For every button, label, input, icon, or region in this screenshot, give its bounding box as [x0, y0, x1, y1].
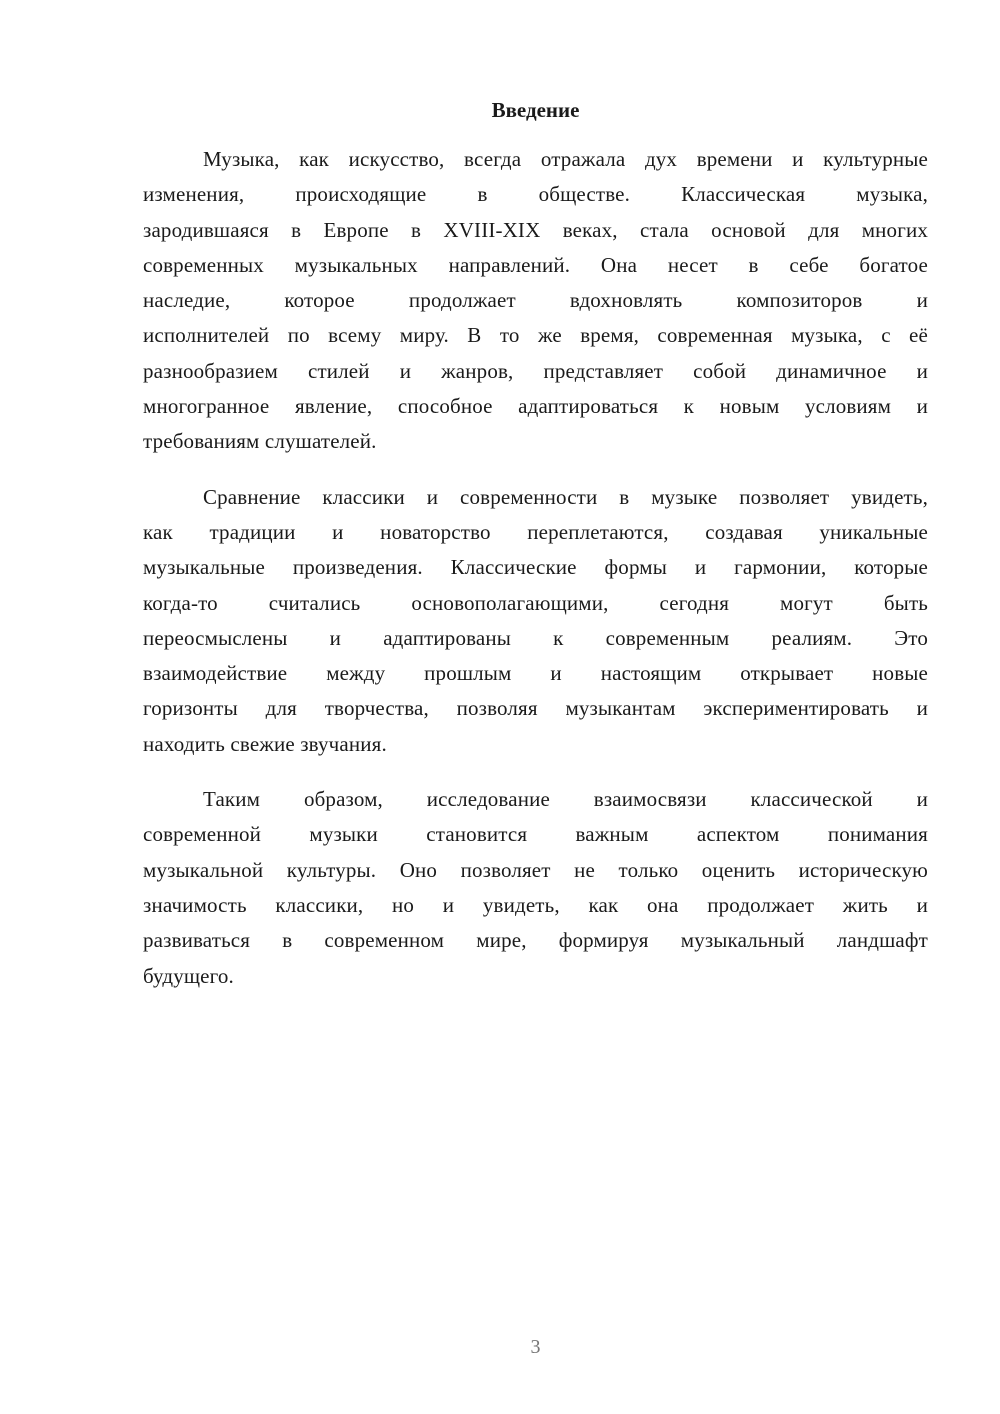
- text-line: будущего.: [143, 963, 234, 988]
- text-line: горизонты для творчества, позволяя музыкантам экспериментировать и: [143, 696, 928, 721]
- text-line: музыкальные произведения. Классические формы и гармонии, которые: [143, 555, 928, 580]
- text-line: Музыка, как искусство, всегда отражала дух времени и культурные: [203, 147, 928, 171]
- text-line: когда-то считались основополагающими, сегодня могут быть: [143, 590, 928, 615]
- text-line: наследие, которое продолжает вдохновлять композиторов и: [143, 288, 928, 313]
- text-line: музыкальной культуры. Оно позволяет не только оценить историческую: [143, 857, 928, 882]
- text-line: разнообразием стилей и жанров, представляет собой динамичное и: [143, 358, 928, 383]
- text-line: Таким образом, исследование взаимосвязи классической и: [203, 787, 928, 812]
- text-line: развиваться в современном мире, формируя музыкальный ландшафт: [143, 928, 928, 953]
- text-line: взаимодействие между прошлым и настоящим открывает новые: [143, 661, 928, 686]
- text-line: Сравнение классики и современности в музыке позволяет увидеть,: [203, 484, 928, 509]
- text-line: изменения, происходящие в обществе. Классическая музыка,: [143, 182, 928, 207]
- text-line: значимость классики, но и увидеть, как она продолжает жить и: [143, 892, 928, 917]
- text-line: современной музыки становится важным аспектом понимания: [143, 822, 928, 847]
- paragraph: [143, 142, 928, 460]
- page-number: 3: [530, 1336, 541, 1358]
- text-line: находить свежие звучания.: [143, 731, 387, 756]
- text-line: зародившаяся в Европе в XVIII-XIX веках, стала основой для многих: [143, 217, 928, 242]
- section-title: Введение: [491, 98, 580, 122]
- text-line: требованиям слушателей.: [143, 429, 377, 454]
- text-line: современных музыкальных направлений. Она несет в себе богатое: [143, 252, 928, 277]
- document-body: [143, 142, 928, 1014]
- text-line: переосмыслены и адаптированы к современным реалиям. Это: [143, 625, 928, 650]
- paragraph: [143, 480, 928, 762]
- text-line: многогранное явление, способное адаптироваться к новым условиям и: [143, 394, 928, 419]
- text-line: как традиции и новаторство переплетаются, создавая уникальные: [143, 519, 928, 544]
- paragraph: [143, 782, 928, 994]
- text-line: исполнителей по всему миру. В то же время, современная музыка, с её: [143, 323, 928, 348]
